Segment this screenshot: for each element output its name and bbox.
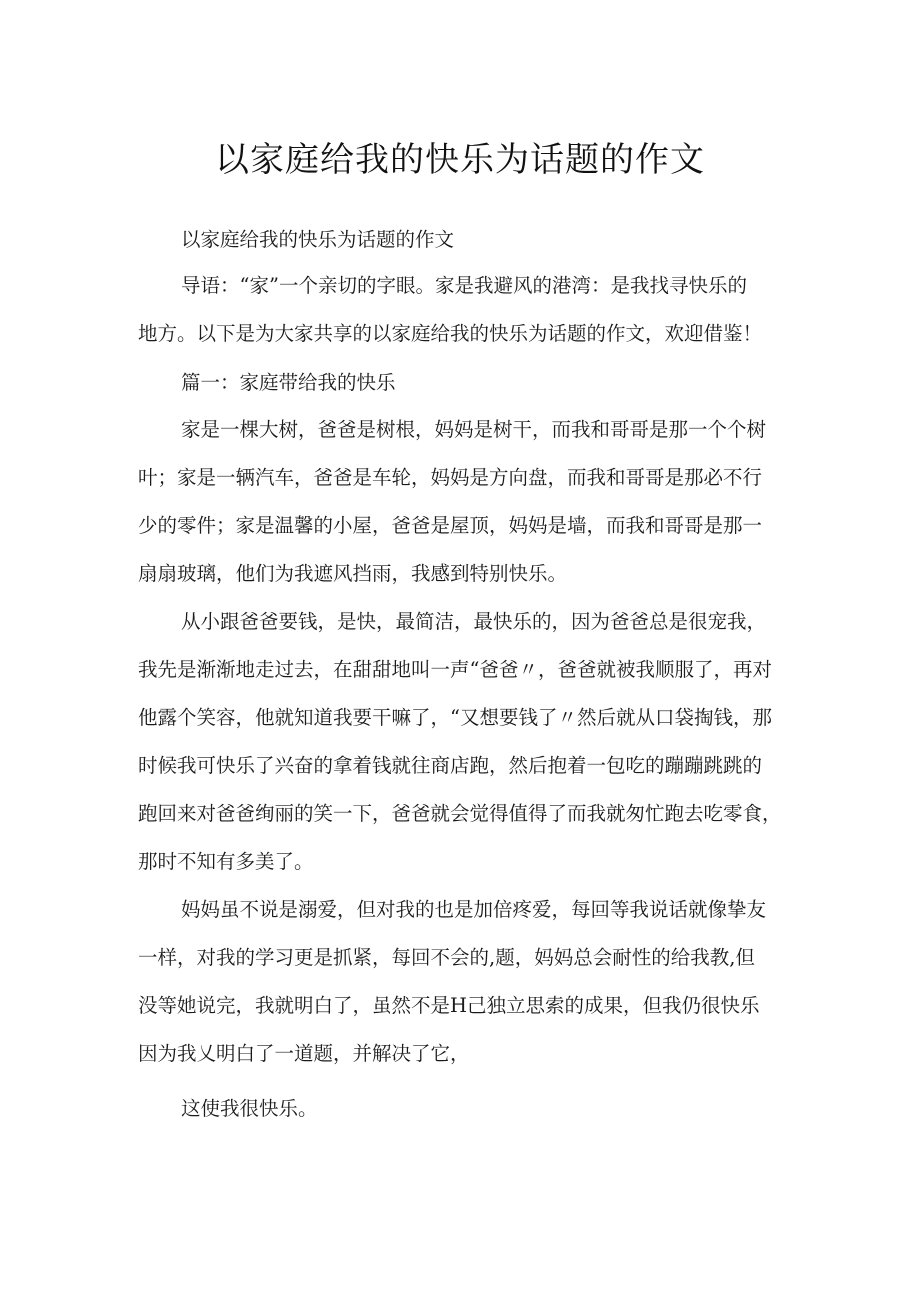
paragraph-2-line-5: 跑回来对爸爸绚丽的笑一下，爸爸就会觉得值得了而我就匆忙跑去吃零食， bbox=[138, 802, 782, 825]
paragraph-3-line-3: 没等她说完，我就明白了，虽然不是H己独立思索的成果，但我仍很快乐 bbox=[138, 994, 760, 1017]
paragraph-2-line-6: 那时不知有多美了。 bbox=[138, 850, 314, 873]
paragraph-1-line-1: 家是一棵大树，爸爸是树根，妈妈是树干，而我和哥哥是那一个个树 bbox=[181, 418, 767, 441]
paragraph-2-line-4: 时候我可快乐了兴奋的拿着钱就往商店跑，然后抱着一包吃的蹦蹦跳跳的 bbox=[138, 754, 763, 777]
section-heading: 篇一：家庭带给我的快乐 bbox=[181, 371, 396, 394]
intro-line-2: 地方。以下是为大家共享的以家庭给我的快乐为话题的作文，欢迎借鉴！ bbox=[138, 322, 763, 345]
paragraph-1-line-4: 扇扇玻璃，他们为我遮风挡雨，我感到特别快乐。 bbox=[138, 562, 568, 585]
page-title: 以家庭给我的快乐为话题的作文 bbox=[215, 140, 705, 180]
paragraph-3-line-1: 妈妈虽不说是溺爱，但对我的也是加倍疼爱，每回等我说话就像挚友 bbox=[181, 898, 767, 921]
intro-line-1: 导语：“家”一个亲切的字眼。家是我避风的港湾：是我找寻快乐的 bbox=[181, 274, 747, 297]
paragraph-1-line-3: 少的零件；家是温馨的小屋，爸爸是屋顶，妈妈是墙，而我和哥哥是那一 bbox=[138, 514, 763, 537]
closing-line: 这使我很快乐。 bbox=[181, 1097, 318, 1120]
paragraph-2-line-1: 从小跟爸爸要钱，是快，最简洁，最快乐的，因为爸爸总是很宠我， bbox=[181, 610, 767, 633]
paragraph-3-line-2: 一样，对我的学习更是抓紧，每回不会的,题，妈妈总会耐性的给我教,但 bbox=[138, 946, 755, 969]
paragraph-3-line-4: 因为我乂明白了一道题，并解决了它， bbox=[138, 1042, 470, 1065]
paragraph-2-line-2: 我先是渐渐地走过去，在甜甜地叫一声“爸爸〃，爸爸就被我顺服了，再对 bbox=[138, 658, 772, 681]
paragraph-1-line-2: 叶；家是一辆汽车，爸爸是车轮，妈妈是方向盘，而我和哥哥是那必不行 bbox=[138, 466, 763, 489]
paragraph-2-line-3: 他露个笑容，他就知道我要干嘛了，“又想要钱了〃然后就从口袋掏钱，那 bbox=[138, 706, 772, 729]
subtitle-line: 以家庭给我的快乐为话题的作文 bbox=[181, 228, 455, 251]
